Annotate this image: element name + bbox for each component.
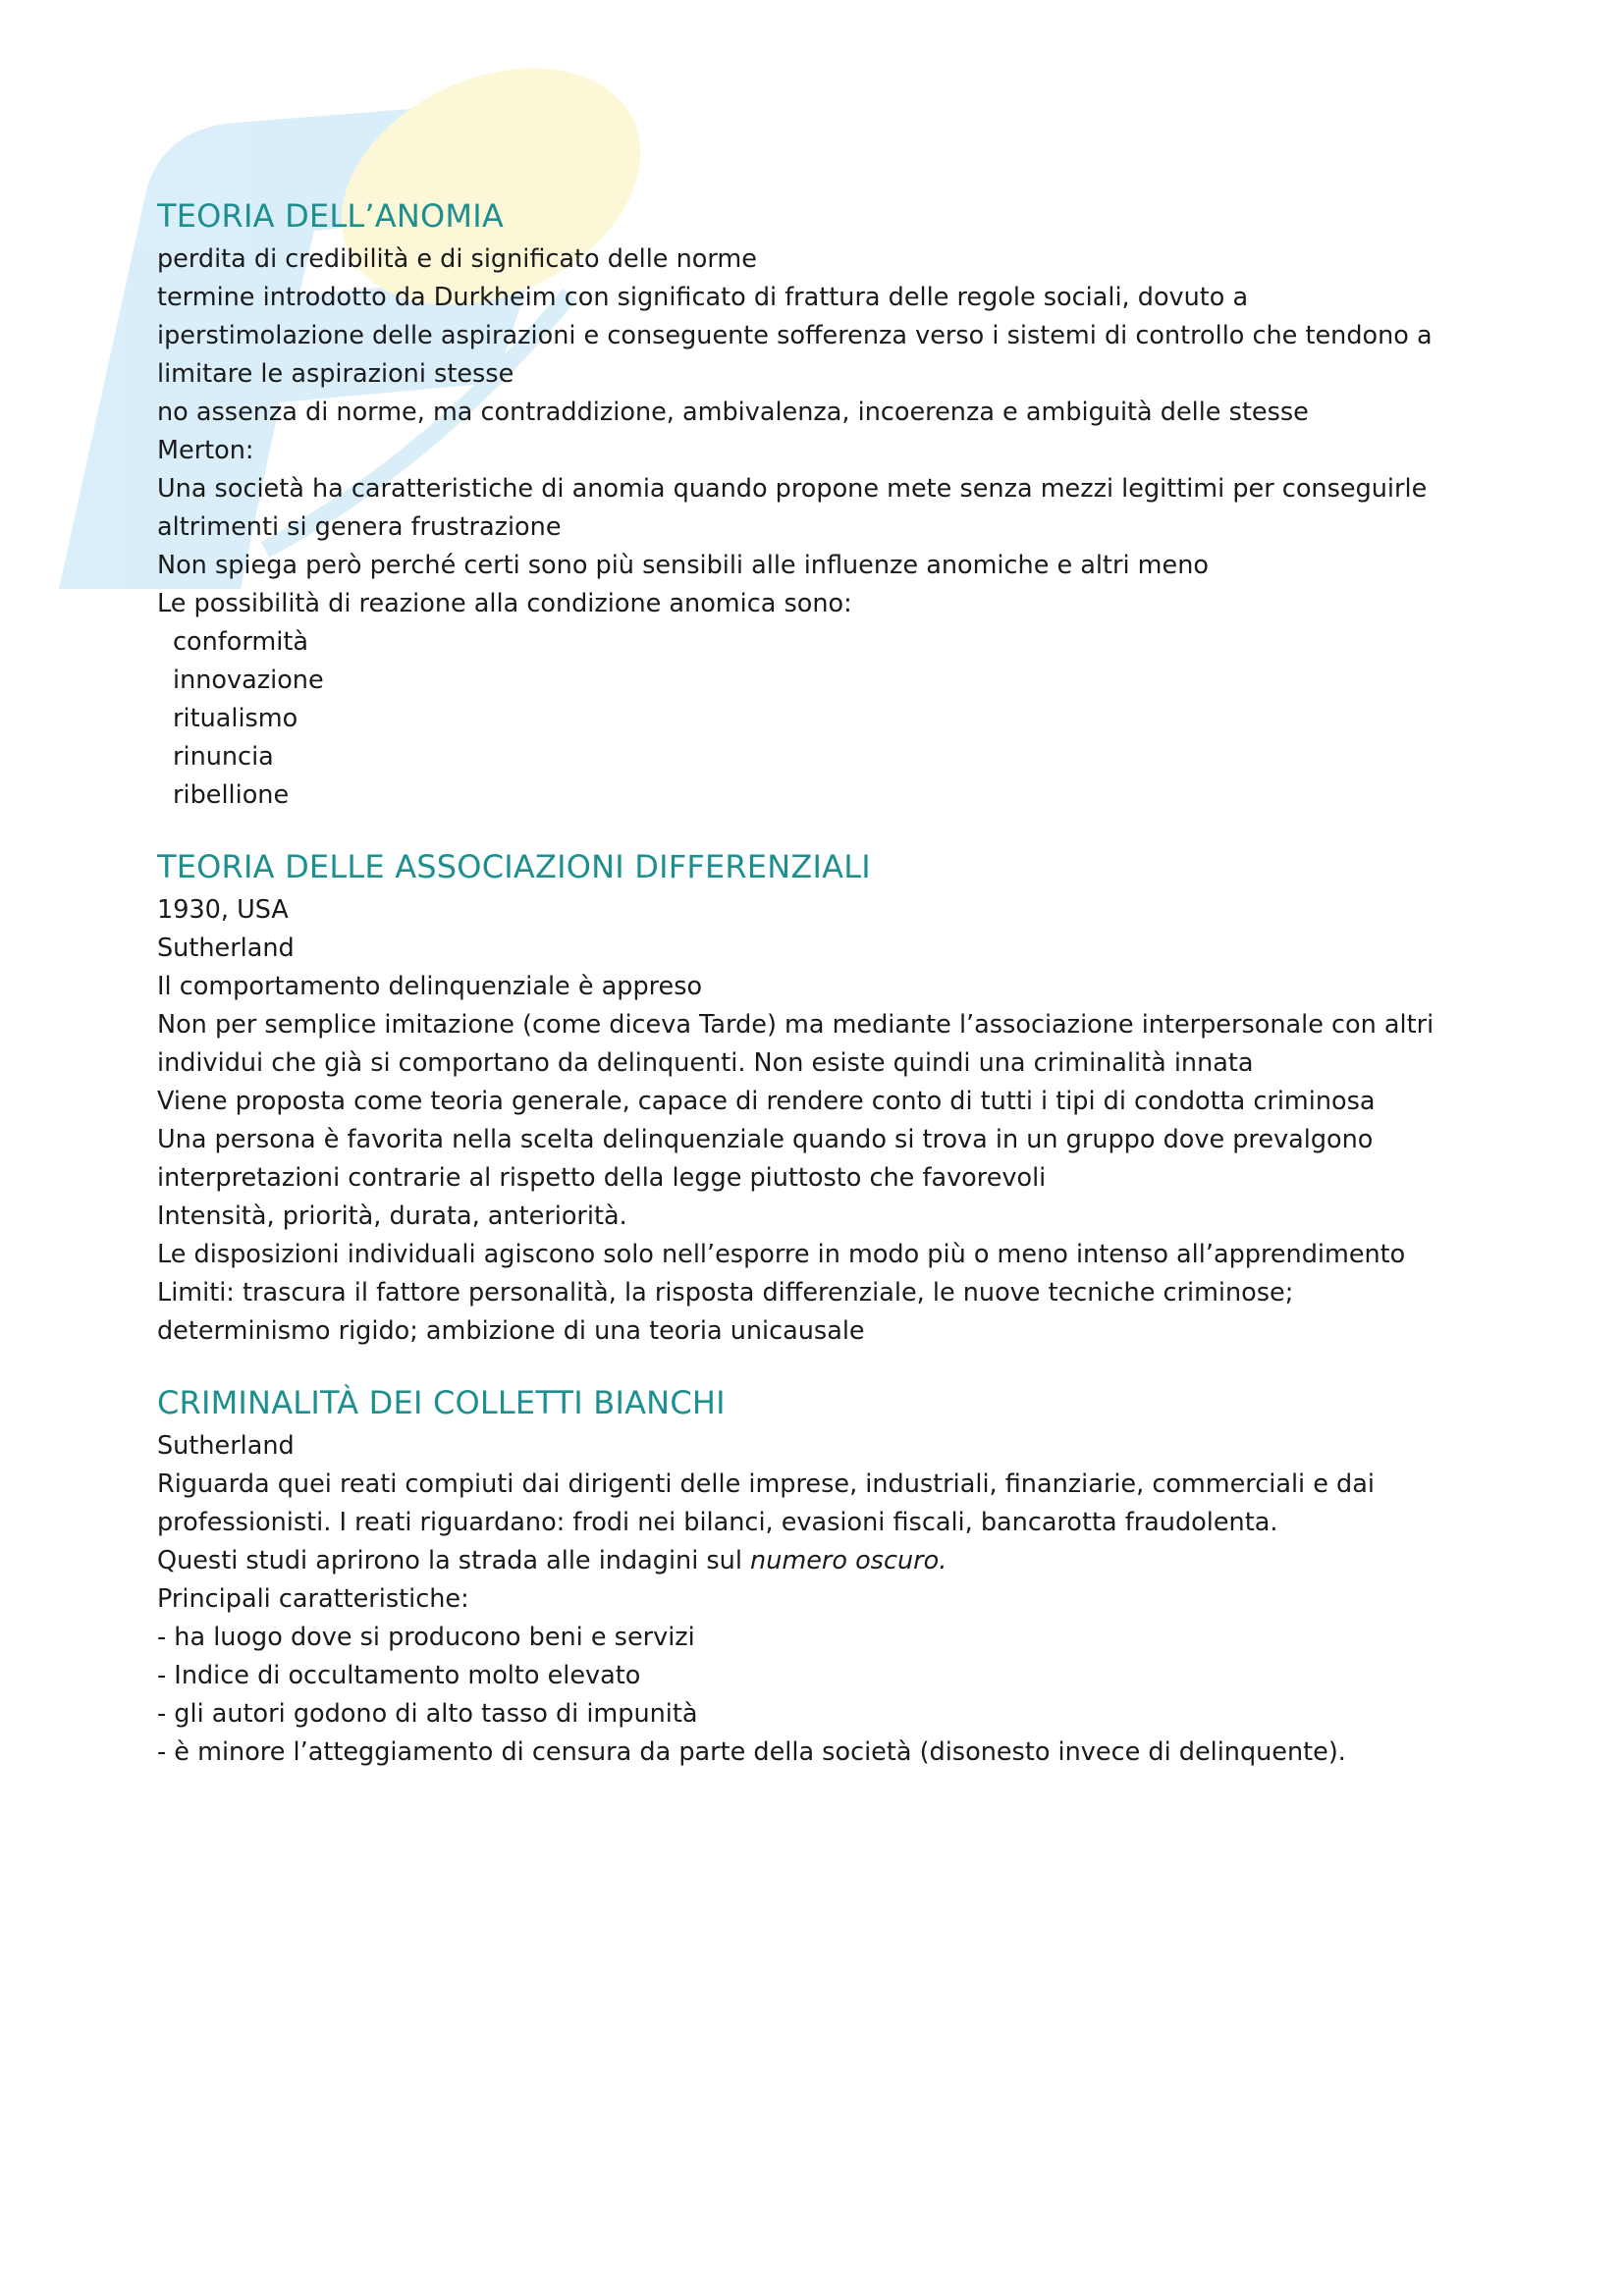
text-line: Una persona è favorita nella scelta delinquenziale quando si trova in un gruppo dove prevalgono [157, 1125, 1374, 1154]
list-item: ritualismo [173, 704, 298, 733]
bullet-item: - gli autori godono di alto tasso di impunità [157, 1699, 698, 1729]
list-item: conformità [173, 627, 308, 657]
studies-italic-term: numero oscuro. [750, 1546, 947, 1575]
text-line: Limiti: trascura il fattore personalità, la risposta differenziale, le nuove tecniche criminose; [157, 1278, 1294, 1308]
text-line: Intensità, priorità, durata, anteriorità. [157, 1201, 627, 1231]
section-heading: TEORIA DELLE ASSOCIAZIONI DIFFERENZIALI [157, 848, 871, 885]
text-line: no assenza di norme, ma contraddizione, ambivalenza, incoerenza e ambiguità delle stesse [157, 398, 1309, 427]
list-item: rinuncia [173, 742, 274, 772]
section-colletti-bianchi [157, 1378, 1492, 1772]
section-anomia [157, 191, 1492, 815]
text-line: Riguarda quei reati compiuti dai dirigenti delle imprese, industriali, finanziarie, commerciali e dai [157, 1469, 1375, 1499]
text-line: Viene proposta come teoria generale, capace di rendere conto di tutti i tipi di condotta criminosa [157, 1087, 1376, 1116]
text-line: Sutherland [157, 934, 295, 963]
bullet-item: - Indice di occultamento molto elevato [157, 1661, 641, 1690]
list-item: ribellione [173, 780, 290, 810]
text-line: perdita di credibilità e di significato delle norme [157, 244, 757, 274]
text-line: Il comportamento delinquenziale è appreso [157, 972, 703, 1001]
text-line: professionisti. I reati riguardano: frodi nei bilanci, evasioni fiscali, bancarotta fraudolenta. [157, 1508, 1278, 1537]
section-heading: TEORIA DELL’ANOMIA [157, 197, 504, 235]
text-line: Sutherland [157, 1431, 295, 1461]
text-line: individui che già si comportano da delinquenti. Non esiste quindi una criminalità innata [157, 1048, 1254, 1078]
text-line: Una società ha caratteristiche di anomia quando propone mete senza mezzi legittimi per conseguirle [157, 474, 1428, 504]
text-line: limitare le aspirazioni stesse [157, 359, 514, 389]
text-line: Merton: [157, 436, 254, 465]
text-line-studies [157, 1542, 1492, 1580]
text-line: Non spiega però perché certi sono più sensibili alle influenze anomiche e altri meno [157, 551, 1209, 580]
text-line: iperstimolazione delle aspirazioni e conseguente sofferenza verso i sistemi di controllo che tendono a [157, 321, 1433, 350]
studies-prefix: Questi studi aprirono la strada alle indagini sul [157, 1546, 751, 1575]
text-line: Non per semplice imitazione (come diceva Tarde) ma mediante l’associazione interpersonale con altri [157, 1010, 1434, 1040]
bullet-item: - ha luogo dove si producono beni e servizi [157, 1623, 695, 1652]
text-line: Le disposizioni individuali agiscono solo nell’esporre in modo più o meno intenso all’apprendimento [157, 1240, 1406, 1269]
text-line: interpretazioni contrarie al rispetto della legge piuttosto che favorevoli [157, 1163, 1047, 1193]
section-heading: CRIMINALITÀ DEI COLLETTI BIANCHI [157, 1384, 726, 1421]
text-line: 1930, USA [157, 895, 289, 925]
text-line: altrimenti si genera frustrazione [157, 512, 562, 542]
text-line: Le possibilità di reazione alla condizione anomica sono: [157, 589, 852, 618]
document-page [157, 191, 1492, 1799]
characteristics-title: Principali caratteristiche: [157, 1584, 469, 1614]
text-line: determinismo rigido; ambizione di una teoria unicausale [157, 1316, 865, 1346]
text-line: termine introdotto da Durkheim con significato di frattura delle regole sociali, dovuto a [157, 283, 1249, 312]
section-associazioni-differenziali [157, 842, 1492, 1351]
bullet-item: - è minore l’atteggiamento di censura da parte della società (disonesto invece di delinquente). [157, 1737, 1346, 1767]
list-item: innovazione [173, 666, 324, 695]
